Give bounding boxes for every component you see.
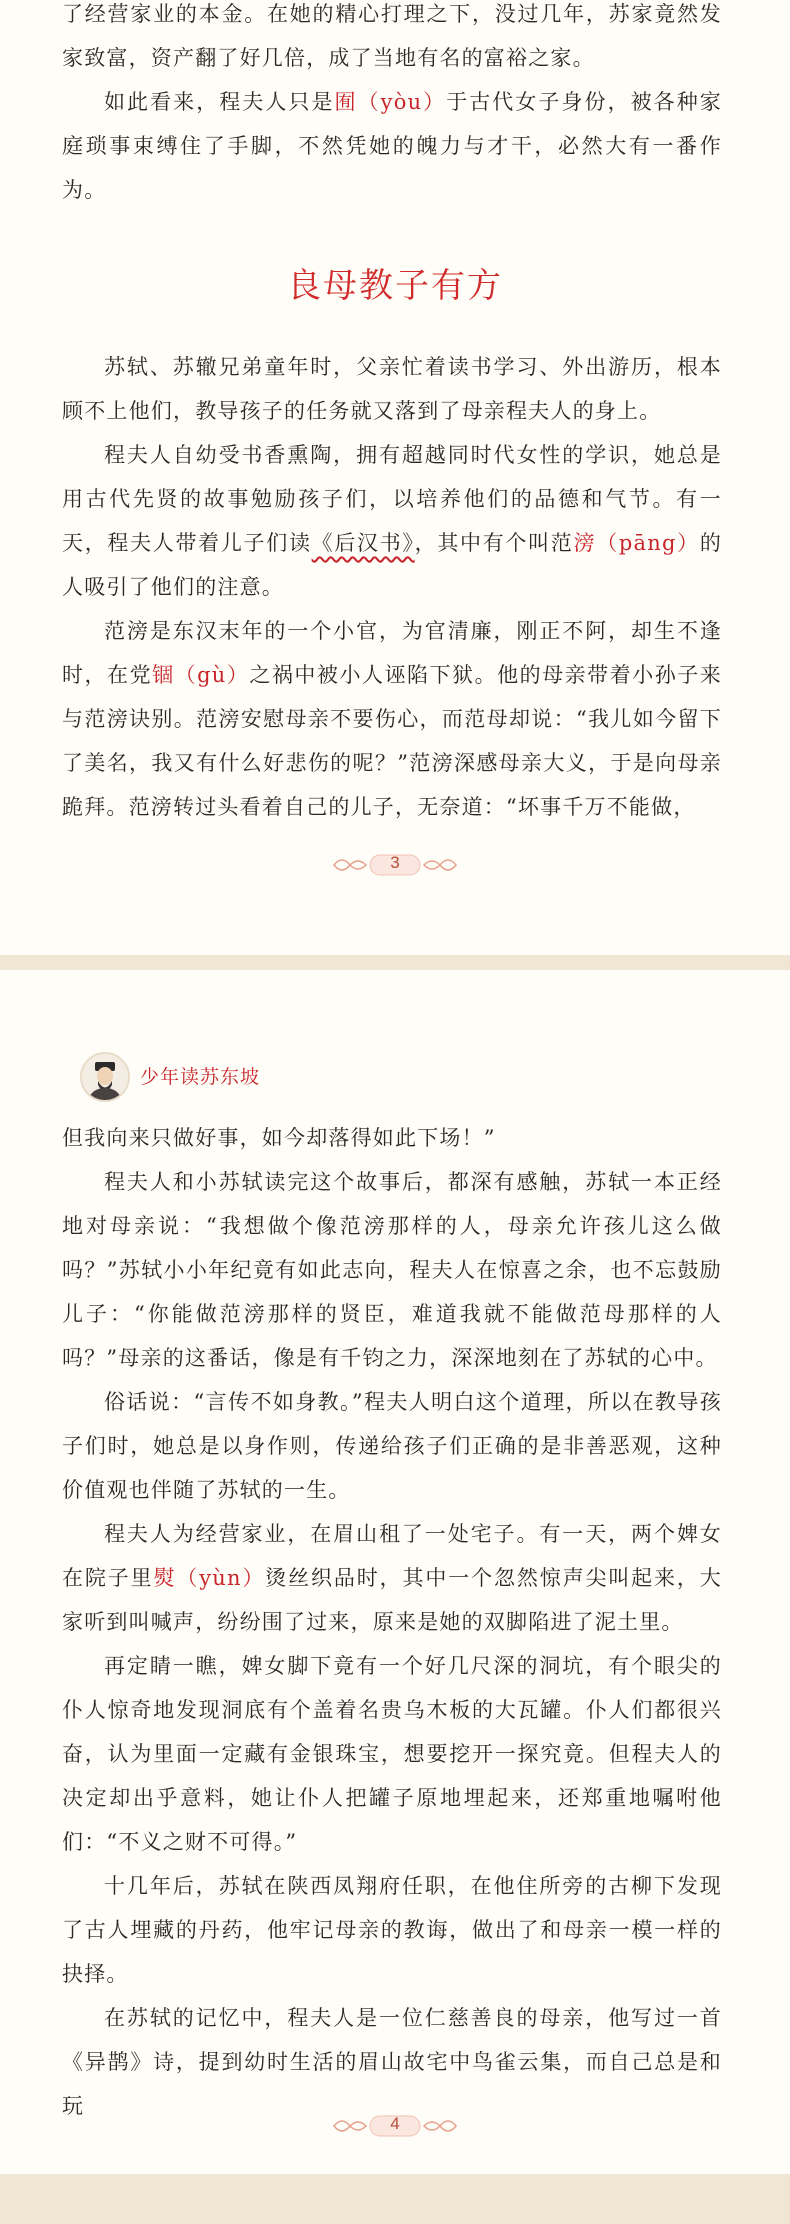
- paragraph-p4-3: [62, 1380, 722, 1512]
- section-heading: 良母教子有方: [287, 266, 503, 306]
- p3-5-lead: 范滂是东汉末年的一个小官，为官清廉，刚正不阿，却生不逢时，在党: [62, 619, 722, 687]
- p3-4-mid: ，其中有个叫范: [414, 531, 574, 555]
- page-number: 3: [390, 853, 400, 872]
- p4-4-rest: 烫丝织品时，其中一个忽然惊声尖叫起来，大家听到叫喊声，纷纷围了过来，原来是她的双脚陷进了泥土里。: [62, 1566, 722, 1634]
- book-page-3: [0, 0, 790, 955]
- pinyin-annotation: （yòu）: [357, 90, 447, 114]
- p4-5-text: 再定睛一瞧，婢女脚下竟有一个好几尺深的洞坑，有个眼尖的仆人惊奇地发现洞底有个盖着名贵乌木板的大瓦罐。仆人们都很兴奋，认为里面一定藏有金银珠宝，想要挖开一探究竟。但程夫人的决定却出乎意料，她让仆人把罐子原地埋起来，还郑重地嘱咐他们：“不义之财不可得。”: [62, 1654, 722, 1854]
- paragraph-p4-2: [62, 1160, 722, 1380]
- paragraph-p4-6: [62, 1864, 722, 1996]
- paragraph-p4-1: [62, 1116, 722, 1160]
- p4-6-text: 十几年后，苏轼在陕西凤翔府任职，在他住所旁的古柳下发现了古人埋藏的丹药，他牢记母亲的教诲，做出了和母亲一模一样的抉择。: [62, 1874, 722, 1986]
- page-number: 4: [390, 2114, 400, 2133]
- annotated-word: 滂: [573, 531, 597, 555]
- p3-2-lead: 如此看来，程夫人只是: [104, 90, 335, 114]
- p3-2-rest: 于古代女子身份，被各种家庭琐事束缚住了手脚，不然凭她的魄力与才干，必然大有一番作为。: [62, 90, 722, 202]
- paragraph-p3-4: [62, 433, 722, 609]
- p3-4-rest: 的人吸引了他们的注意。: [62, 531, 723, 599]
- annotated-word: 囿: [334, 90, 358, 114]
- pinyin-annotation: （pāng）: [596, 531, 700, 555]
- book-title-header: 少年读苏东坡: [140, 1066, 261, 1088]
- book-title-wavy: 《后汉书》: [311, 531, 415, 555]
- paragraph-p3-1: [62, 0, 722, 80]
- pinyin-annotation: （gù）: [174, 663, 250, 687]
- paragraph-p3-2: [62, 80, 722, 212]
- paragraph-p3-5: [62, 609, 722, 829]
- p3-1-text: 了经营家业的本金。在她的精心打理之下，没过几年，苏家竟然发家致富，资产翻了好几倍，成了当地有名的富裕之家。: [62, 2, 722, 70]
- page-number-ornament: [330, 851, 460, 879]
- pinyin-annotation: （yùn）: [176, 1566, 266, 1590]
- paragraph-p3-3: [62, 345, 722, 433]
- p3-4-lead: 程夫人自幼受书香熏陶，拥有超越同时代女性的学识，她总是用古代先贤的故事勉励孩子们，以培养他们的品德和气节。有一天，程夫人带着儿子们读: [62, 443, 722, 555]
- annotated-word: 熨: [153, 1566, 177, 1590]
- p4-1-text: 但我向来只做好事，如今却落得如此下场！”: [62, 1126, 496, 1150]
- su-dongpo-portrait-icon: [80, 1052, 130, 1102]
- paragraph-p4-5: [62, 1644, 722, 1864]
- paragraph-p4-4: [62, 1512, 722, 1644]
- p4-4-lead: 程夫人为经营家业，在眉山租了一处宅子。有一天，两个婢女在院子里: [62, 1522, 722, 1590]
- p4-7-text: 在苏轼的记忆中，程夫人是一位仁慈善良的母亲，他写过一首《异鹊》诗，提到幼时生活的眉山故宅中鸟雀云集，而自己总是和玩: [62, 2006, 722, 2118]
- p4-3-text: 俗话说：“言传不如身教。”程夫人明白这个道理，所以在教导孩子们时，她总是以身作则，传递给孩子们正确的是非善恶观，这种价值观也伴随了苏轼的一生。: [62, 1390, 722, 1502]
- p4-2-text: 程夫人和小苏轼读完这个故事后，都深有感触，苏轼一本正经地对母亲说：“我想做个像范滂那样的人，母亲允许孩儿这么做吗？”苏轼小小年纪竟有如此志向，程夫人在惊喜之余，也不忘鼓励儿子：“你能做范滂那样的贤臣，难道我就不能做范母那样的人吗？”母亲的这番话，像是有千钧之力，深深地刻在了苏轼的心中。: [62, 1170, 722, 1370]
- p3-3-text: 苏轼、苏辙兄弟童年时，父亲忙着读书学习、外出游历，根本顾不上他们，教导孩子的任务就又落到了母亲程夫人的身上。: [62, 355, 722, 423]
- page-number-ornament: [330, 2112, 460, 2140]
- p3-5-rest: 之祸中被小人诬陷下狱。他的母亲带着小孙子来与范滂诀别。范滂安慰母亲不要伤心，而范母却说：“我儿如今留下了美名，我又有什么好悲伤的呢？”范滂深感母亲大义，于是向母亲跪拜。范滂转过头看着自己的儿子，无奈道：“坏事千万不能做，: [62, 663, 722, 819]
- annotated-word: 锢: [152, 663, 175, 687]
- paragraph-p4-7: [62, 1996, 722, 2128]
